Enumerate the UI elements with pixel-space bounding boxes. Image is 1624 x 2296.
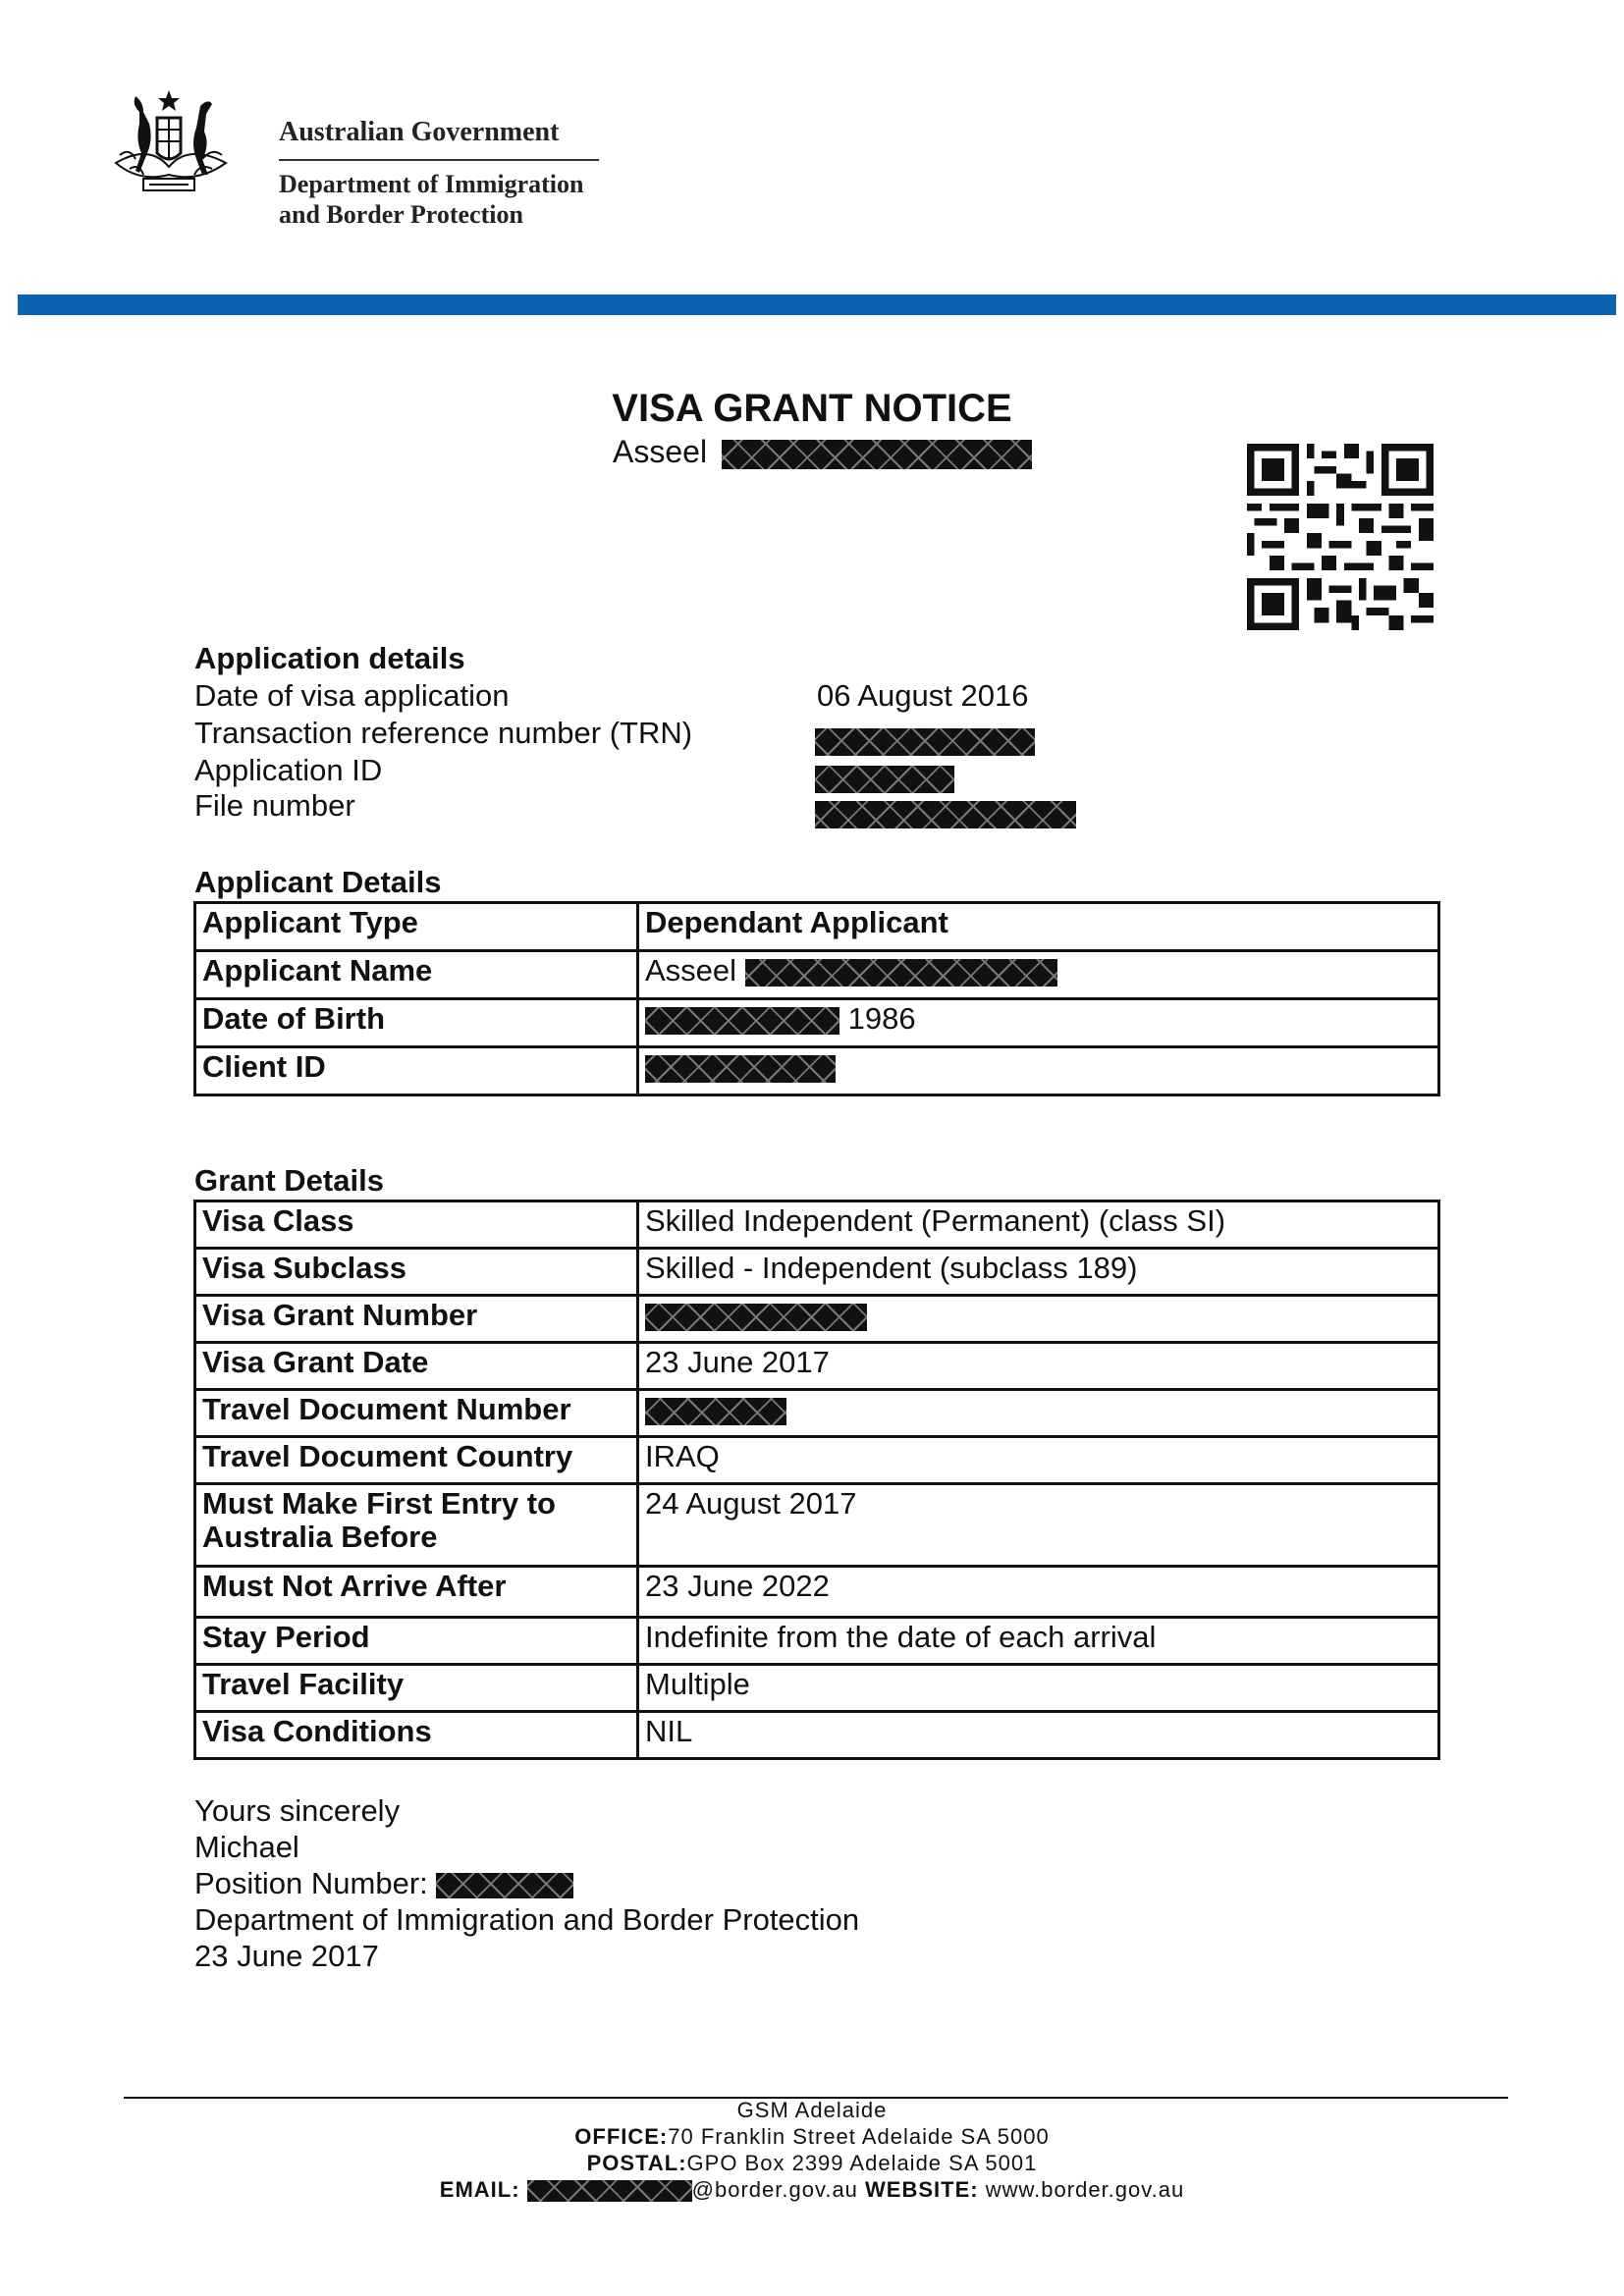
table-row xyxy=(195,1249,1439,1296)
footer-postal-label: POSTAL: xyxy=(586,2151,687,2175)
visa-conditions-value: NIL xyxy=(638,1712,1439,1759)
first-entry-label: Must Make First Entry to Australia Before xyxy=(195,1484,638,1567)
travel-document-number-label: Travel Document Number xyxy=(195,1390,638,1437)
redacted-block xyxy=(645,1007,839,1035)
application-id-label: Application ID xyxy=(194,753,383,787)
redacted-block xyxy=(645,1304,867,1331)
table-row xyxy=(195,1047,1439,1095)
table-row xyxy=(195,999,1439,1047)
department-line-1: Department of Immigration xyxy=(279,170,584,198)
date-of-birth-label: Date of Birth xyxy=(195,999,638,1047)
redacted-block xyxy=(645,1055,836,1083)
government-heading xyxy=(279,116,599,230)
footer-website-link[interactable]: www.border.gov.au xyxy=(985,2177,1185,2202)
client-id-cell xyxy=(638,1047,1439,1095)
visa-grant-date-label: Visa Grant Date xyxy=(195,1343,638,1390)
visa-grant-date-value: 23 June 2017 xyxy=(638,1343,1439,1390)
visa-conditions-label: Visa Conditions xyxy=(195,1712,638,1759)
department-line-2: and Border Protection xyxy=(279,200,523,229)
footer-contact-line xyxy=(0,2176,1624,2203)
signer-name: Michael xyxy=(194,1830,299,1864)
table-row xyxy=(195,1712,1439,1759)
visa-grant-number-label: Visa Grant Number xyxy=(195,1296,638,1343)
applicant-name-label: Applicant Name xyxy=(195,951,638,999)
redacted-block xyxy=(722,440,1032,469)
travel-document-country-value: IRAQ xyxy=(638,1437,1439,1484)
file-number-label: File number xyxy=(194,788,355,823)
position-number xyxy=(194,1865,859,1901)
applicant-type-label: Applicant Type xyxy=(195,903,638,951)
applicant-name-value: Asseel xyxy=(645,953,737,988)
application-details-heading: Application details xyxy=(194,641,465,675)
recipient-name xyxy=(613,432,1032,471)
table-row xyxy=(195,1484,1439,1567)
client-id-label: Client ID xyxy=(195,1047,638,1095)
table-row xyxy=(195,1201,1439,1249)
footer-office-name: GSM Adelaide xyxy=(736,2098,888,2122)
travel-document-country-label: Travel Document Country xyxy=(195,1437,638,1484)
table-row xyxy=(195,1296,1439,1343)
redacted-block xyxy=(745,959,1057,987)
visa-class-value: Skilled Independent (Permanent) (class SI) xyxy=(638,1201,1439,1249)
grant-details-table xyxy=(193,1200,1440,1760)
applicant-details-table xyxy=(193,901,1440,1096)
table-row xyxy=(195,903,1439,951)
date-of-birth-cell xyxy=(638,999,1439,1047)
header-blue-bar xyxy=(18,294,1616,315)
travel-facility-value: Multiple xyxy=(638,1665,1439,1712)
redacted-block xyxy=(436,1873,573,1898)
table-row xyxy=(195,1567,1439,1618)
footer-postal-line xyxy=(0,2150,1624,2176)
visa-subclass-label: Visa Subclass xyxy=(195,1249,638,1296)
footer-website-label: WEBSITE: xyxy=(865,2177,979,2202)
table-row xyxy=(195,1437,1439,1484)
footer-office-line xyxy=(0,2123,1624,2150)
redacted-block xyxy=(527,2180,692,2202)
table-row xyxy=(195,1390,1439,1437)
footer xyxy=(0,2097,1624,2203)
must-not-arrive-after-label: Must Not Arrive After xyxy=(195,1567,638,1618)
position-number-label: Position Number: xyxy=(194,1866,428,1900)
date-of-birth-value: 1986 xyxy=(847,1001,916,1036)
stay-period-label: Stay Period xyxy=(195,1618,638,1665)
government-name: Australian Government xyxy=(279,116,599,161)
application-date-label: Date of visa application xyxy=(194,678,510,713)
closing-line: Yours sincerely xyxy=(194,1793,401,1828)
application-date-value: 06 August 2016 xyxy=(817,678,1029,713)
travel-document-number-cell xyxy=(638,1390,1439,1437)
footer-postal-value: GPO Box 2399 Adelaide SA 5001 xyxy=(686,2151,1038,2175)
signature-block xyxy=(194,1792,859,1974)
footer-office-value: 70 Franklin Street Adelaide SA 5000 xyxy=(668,2124,1050,2149)
signature-date: 23 June 2017 xyxy=(194,1939,379,1973)
trn-label: Transaction reference number (TRN) xyxy=(194,716,693,750)
table-row xyxy=(195,1665,1439,1712)
grant-details-heading: Grant Details xyxy=(194,1163,384,1198)
recipient-first-name: Asseel xyxy=(613,434,708,469)
qr-code-icon xyxy=(1247,444,1434,630)
footer-office-label: OFFICE: xyxy=(574,2124,669,2149)
page-title: VISA GRANT NOTICE xyxy=(612,387,1012,430)
table-row xyxy=(195,1343,1439,1390)
footer-email-label: EMAIL: xyxy=(439,2177,520,2202)
stay-period-value: Indefinite from the date of each arrival xyxy=(638,1618,1439,1665)
first-entry-value: 24 August 2017 xyxy=(638,1484,1439,1567)
must-not-arrive-after-value: 23 June 2022 xyxy=(638,1567,1439,1618)
redacted-block xyxy=(645,1398,786,1425)
applicant-name-cell xyxy=(638,951,1439,999)
table-row xyxy=(195,1618,1439,1665)
department-name xyxy=(279,169,599,230)
footer-email-domain: @border.gov.au xyxy=(691,2177,858,2202)
redacted-block xyxy=(815,801,1076,828)
redacted-block xyxy=(815,766,954,793)
visa-subclass-value: Skilled - Independent (subclass 189) xyxy=(638,1249,1439,1296)
travel-facility-label: Travel Facility xyxy=(195,1665,638,1712)
table-row xyxy=(195,951,1439,999)
applicant-type-value: Dependant Applicant xyxy=(638,903,1439,951)
visa-grant-number-cell xyxy=(638,1296,1439,1343)
signer-department: Department of Immigration and Border Protection xyxy=(194,1902,860,1937)
applicant-details-heading: Applicant Details xyxy=(194,865,442,899)
visa-class-label: Visa Class xyxy=(195,1201,638,1249)
redacted-block xyxy=(815,728,1035,756)
coat-of-arms-icon xyxy=(110,84,259,202)
